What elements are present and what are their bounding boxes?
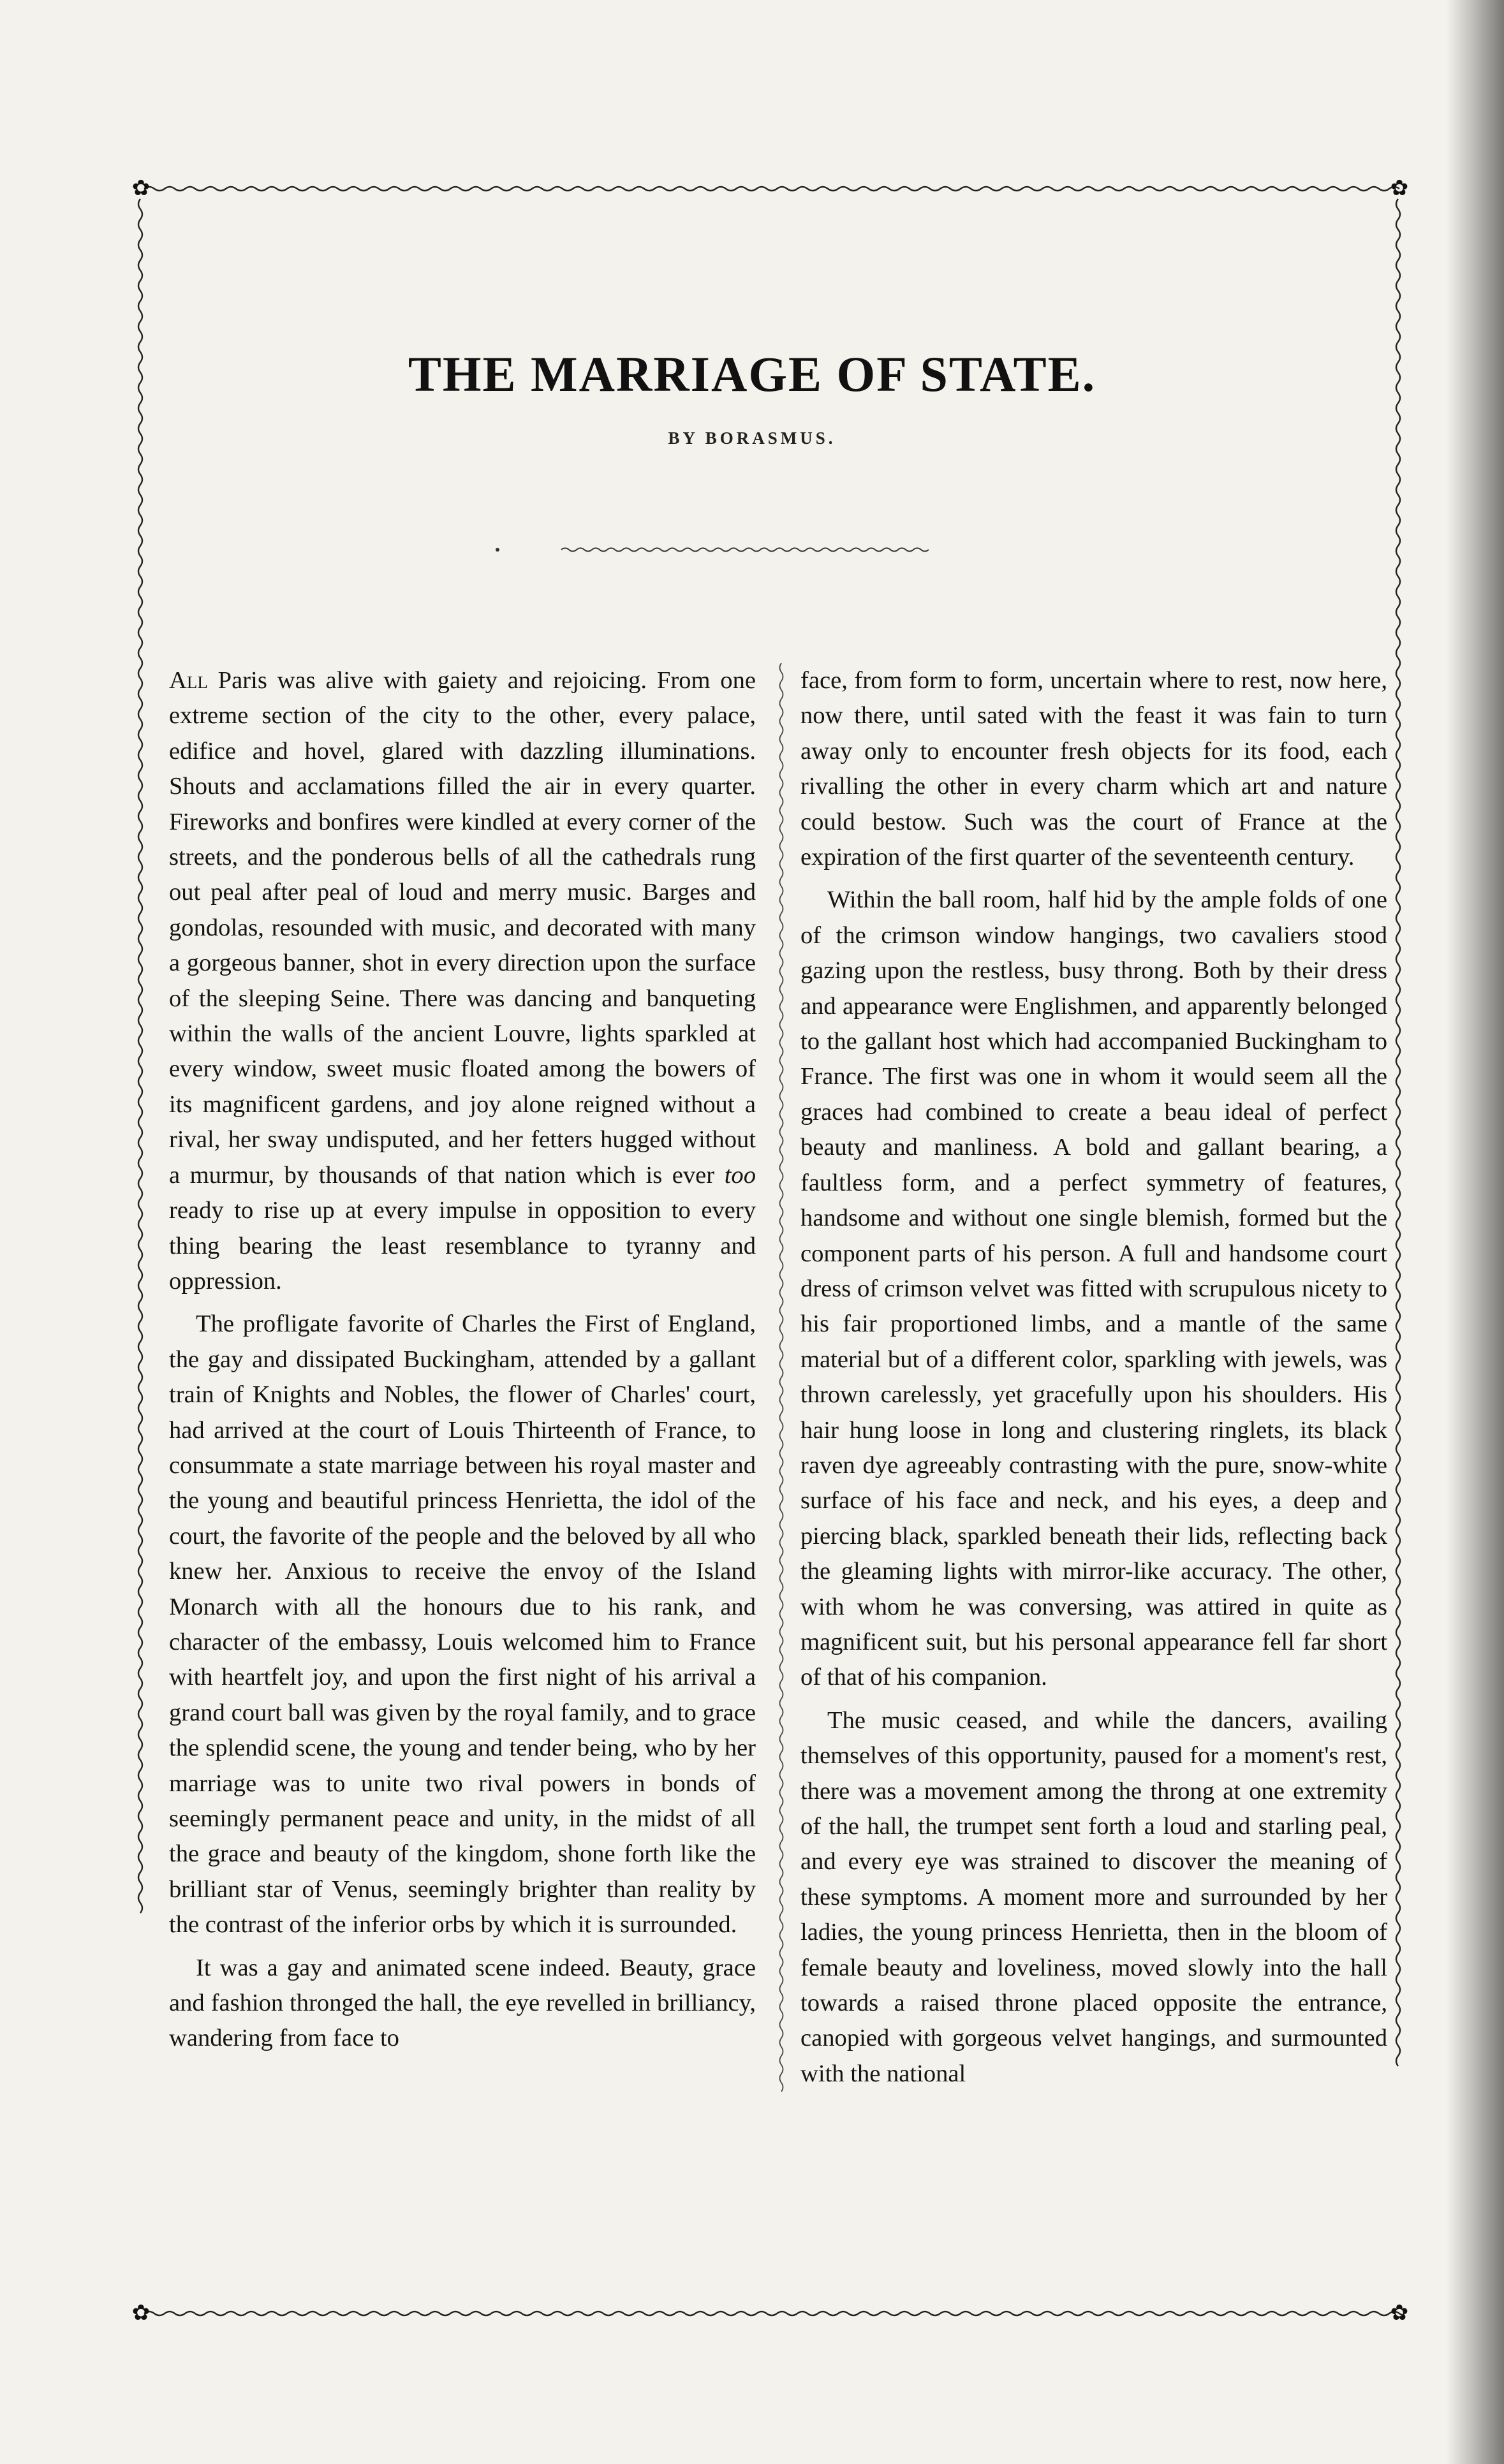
left-column [169, 663, 756, 2057]
paragraph-1-end: ready to rise up at every impulse in opposition to every thing bearing the least resemblance to tyranny and oppression. [169, 1197, 756, 1294]
title-divider [485, 541, 995, 560]
column-divider [772, 663, 791, 2270]
article-title: THE MARRIAGE OF STATE. [408, 346, 1096, 402]
paragraph-1-text: Paris was alive with gaiety and rejoicing. From one extreme section of the city to the other, every palace, edifice and hovel, glared with dazzling illuminations. Shouts and acclamations filled the air in every quarter. Fireworks and bonfires were kindled at every corner of the streets, and the ponderous bells of all the cathedrals rung out peal after peal of loud and merry music. Barges and gondolas, resounded with music, and decorated with many a gorgeous banner, shot in every direction upon the surface of the sleeping Seine. There was dancing and banqueting within the walls of the ancient Louvre, lights sparkled at every window, sweet music floated among the bowers of its magnificent gardens, and joy alone reigned without a rival, her sway undisputed, and her fetters hugged without a murmur, by thousands of that nation which is ever [169, 667, 756, 1189]
paragraph-3: It was a gay and animated scene indeed. Beauty, grace and fashion thronged the hall, the eye revelled in brilliancy, wandering from face to [169, 1954, 756, 2052]
paragraph-1 [169, 663, 756, 1299]
paragraph-4: face, from form to form, uncertain where to rest, now here, now there, until sated with the feast it was fain to turn away only to encounter fresh objects for its food, each rivalling the other in every charm which art and nature could bestow. Such was the court of France at the expiration of the first quarter of the seventeenth century. [800, 667, 1387, 871]
paragraph-6: The music ceased, and while the dancers, availing themselves of this opportunity, paused for a moment's rest, there was a movement among the throng at one extremity of the hall, the trumpet sent forth a loud and starling peal, and every eye was strained to discover the meaning of these symptoms. A moment more and surrounded by her ladies, the young princess Henrietta, then in the bloom of female beauty and loveliness, moved slowly into the hall towards a raised throne placed opposite the entrance, canopied with gorgeous velvet hangings, and surmounted with the national [800, 1706, 1387, 2087]
paragraph-5: Within the ball room, half hid by the ample folds of one of the crimson window hangings, two cavaliers stood gazing upon the restless, busy throng. Both by their dress and appearance were Englishmen, and apparently belonged to the gallant host which had accompanied Buckingham to France. The first was one in whom it would seem all the graces had combined to create a beau ideal of perfect beauty and manliness. A bold and gallant bearing, a faultless form, and a perfect symmetry of features, handsome and without one single blemish, formed but the component parts of his person. A full and handsome court dress of crimson velvet was fitted with scrupulous nicety to his fair proportioned limbs, and a mantle of the same material but of a different color, sparkling with jewels, was thrown carelessly, yet gracefully upon his shoulders. His hair hung loose in long and clustering ringlets, its black raven dye agreeably contrasting with the pure, snow-white surface of his face and neck, and his eyes, a deep and piercing black, sparkled beneath their lids, reflecting back the gleaming lights with mirror-like accuracy. The other, with whom he was conversing, was attired in quite as magnificent suit, but his personal appearance fell far short of that of his companion. [800, 886, 1387, 1691]
paragraph-2: The profligate favorite of Charles the First of England, the gay and dissipated Buckingham, attended by a gallant train of Knights and Nobles, the flower of Charles' court, had arrived at the court of Louis Thirteenth of France, to consummate a state marriage between his royal master and the young and beautiful princess Henrietta, the idol of the court, the favorite of the people and the beloved by all who knew her. Anxious to receive the envoy of the Island Monarch with all the honours due to his rank, and character of the embassy, Louis welcomed him to France with heartfelt joy, and upon the first night of his arrival a grand court ball was given by the royal family, and to grace the splendid scene, the young and tender being, who by her marriage was to unite two rival powers in bonds of seemingly permanent peace and unity, in the midst of all the grace and beauty of the kingdom, shone forth like the brilliant star of Venus, seemingly brighter than reality by the contrast of the inferior orbs by which it is surrounded. [169, 1310, 756, 1939]
right-column [800, 663, 1387, 2092]
article-byline: BY BORASMUS. [668, 429, 836, 448]
flower-ornament-icon: ✿ [131, 175, 151, 201]
flower-ornament-icon: ✿ [131, 2300, 151, 2326]
lead-word: All [169, 667, 208, 694]
flower-ornament-icon: ✿ [1390, 2300, 1409, 2326]
flower-ornament-icon: ✿ [1390, 175, 1409, 201]
italic-word: too [724, 1161, 756, 1189]
